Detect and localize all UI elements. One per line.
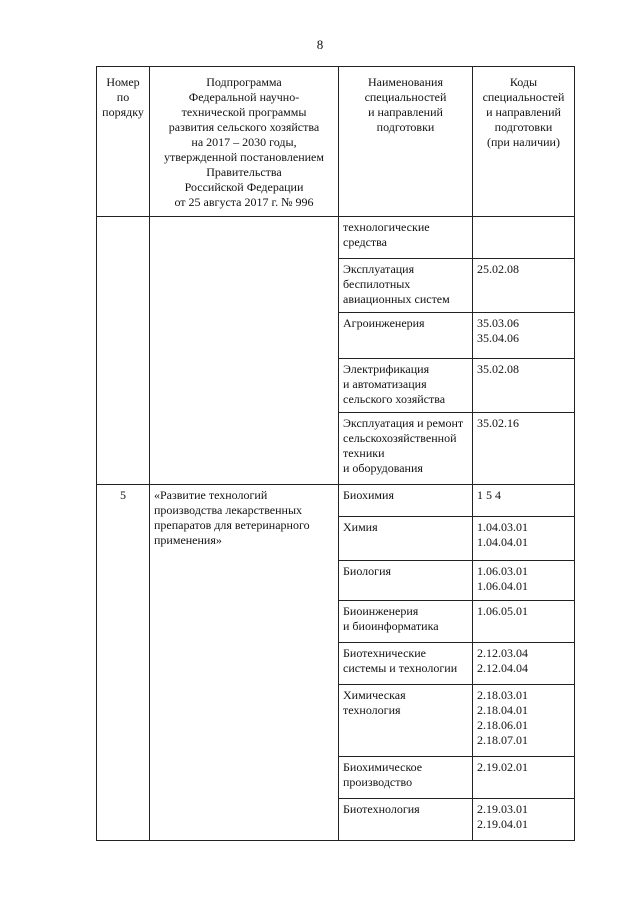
text-line: Биотехнические <box>343 646 426 660</box>
subprogram-cell-empty <box>150 217 339 485</box>
text-line: Подпрограмма <box>206 75 282 89</box>
header-number-cell <box>97 67 150 217</box>
text-line: 1.06.03.01 <box>477 564 528 578</box>
specialty-cell <box>339 217 473 259</box>
text-line: 2.18.06.01 <box>477 718 528 732</box>
text-line: Химическая <box>343 688 406 702</box>
text-line: производство <box>343 775 413 789</box>
text-line: применения» <box>154 533 222 547</box>
text-line: Коды <box>509 75 538 89</box>
specialty-cell <box>339 517 473 561</box>
header-subprogram-cell <box>150 67 339 217</box>
text-line: системы и технологии <box>343 661 458 675</box>
text-line: специальностей <box>482 90 565 104</box>
specialty-cell <box>339 313 473 359</box>
code-cell <box>473 799 575 841</box>
text-line: беспилотных <box>343 277 411 291</box>
text-line: 2.19.03.01 <box>477 802 528 816</box>
text-line: технической программы <box>181 105 307 119</box>
text-line: средства <box>343 235 388 249</box>
table-row <box>97 217 575 259</box>
text-line: 1.06.04.01 <box>477 579 528 593</box>
text-line: 35.03.06 <box>477 316 519 330</box>
text-line: и автоматизация <box>343 377 427 391</box>
text-line: развития сельского хозяйства <box>168 120 320 134</box>
text-line: 2.18.04.01 <box>477 703 528 717</box>
text-line: сельскохозяйственной <box>343 431 457 445</box>
text-line: 1.06.05.01 <box>477 604 528 618</box>
text-line: технологические <box>343 220 430 234</box>
specialty-cell <box>339 685 473 757</box>
code-cell <box>473 517 575 561</box>
text-line: утвержденной постановлением <box>164 150 324 164</box>
text-line: и направлений <box>368 105 443 119</box>
text-line: Электрификация <box>343 362 430 376</box>
text-line: Российской Федерации <box>184 180 304 194</box>
code-cell <box>473 685 575 757</box>
text-line: и оборудования <box>343 461 423 475</box>
text-line: и направлений <box>486 105 561 119</box>
text-line: 1.04.04.01 <box>477 535 528 549</box>
specialty-cell <box>339 359 473 413</box>
code-cell <box>473 561 575 601</box>
text-line: Биотехнология <box>343 802 420 816</box>
text-line: порядку <box>102 105 144 119</box>
code-cell <box>473 413 575 485</box>
row-number-cell: 5 <box>97 485 150 841</box>
text-line: 2.12.04.04 <box>477 661 528 675</box>
text-line: техники <box>343 446 385 460</box>
text-line: 2.18.03.01 <box>477 688 528 702</box>
text-line: от 25 августа 2017 г. № 996 <box>174 195 314 209</box>
header-codes-cell <box>473 67 575 217</box>
header-specialties-cell <box>339 67 473 217</box>
page-number: 8 <box>316 37 324 52</box>
specialty-cell <box>339 601 473 643</box>
text-line: специальностей <box>364 90 447 104</box>
text-line: Биоинженерия <box>343 604 419 618</box>
text-line: по <box>116 90 130 104</box>
text-line: технология <box>343 703 401 717</box>
text-line: 2.12.03.04 <box>477 646 528 660</box>
code-cell <box>473 313 575 359</box>
text-line: 2.18.07.01 <box>477 733 528 747</box>
text-line: «Развитие технологий <box>154 488 268 502</box>
code-cell <box>473 359 575 413</box>
specialty-cell <box>339 757 473 799</box>
text-line: 1.04.03.01 <box>477 520 528 534</box>
text-line: Наименования <box>368 75 443 89</box>
code-cell <box>473 757 575 799</box>
code-cell <box>473 259 575 313</box>
text-line: подготовки <box>376 120 435 134</box>
text-line: 2.19.04.01 <box>477 817 528 831</box>
text-line: Правительства <box>206 165 282 179</box>
text-line: Эксплуатация <box>343 262 415 276</box>
text-line: Химия <box>343 520 378 534</box>
specialty-cell <box>339 643 473 685</box>
text-line: 1 5 4 <box>477 488 501 502</box>
text-line: Биохимическое <box>343 760 423 774</box>
text-line: 35.04.06 <box>477 331 519 345</box>
text-line: производства лекарственных <box>154 503 303 517</box>
text-line: на 2017 – 2030 годы, <box>191 135 297 149</box>
text-line: (при наличии) <box>487 135 560 149</box>
specialty-cell <box>339 413 473 485</box>
text-line: препаратов для ветеринарного <box>154 518 310 532</box>
specialty-cell <box>339 561 473 601</box>
text-line: Агроинженерия <box>343 316 425 330</box>
code-cell <box>473 601 575 643</box>
text-line: 25.02.08 <box>477 262 519 276</box>
code-cell <box>473 643 575 685</box>
specialties-table <box>96 66 575 841</box>
text-line: 35.02.08 <box>477 362 519 376</box>
text-line: Номер <box>106 75 140 89</box>
table-row <box>97 485 575 517</box>
table-header-row <box>97 67 575 217</box>
code-cell <box>473 217 575 259</box>
specialty-cell <box>339 259 473 313</box>
text-line: сельского хозяйства <box>343 392 446 406</box>
subprogram-cell <box>150 485 339 841</box>
specialty-cell <box>339 485 473 517</box>
text-line: и биоинформатика <box>343 619 439 633</box>
code-cell <box>473 485 575 517</box>
text-line: 2.19.02.01 <box>477 760 528 774</box>
text-line: 35.02.16 <box>477 416 519 430</box>
specialty-cell <box>339 799 473 841</box>
text-line: авиационных систем <box>343 292 450 306</box>
text-line: Федеральной научно- <box>188 90 300 104</box>
text-line: Биология <box>343 564 392 578</box>
text-line: подготовки <box>494 120 553 134</box>
text-line: Биохимия <box>343 488 394 502</box>
number-cell-empty <box>97 217 150 485</box>
text-line: Эксплуатация и ремонт <box>343 416 464 430</box>
